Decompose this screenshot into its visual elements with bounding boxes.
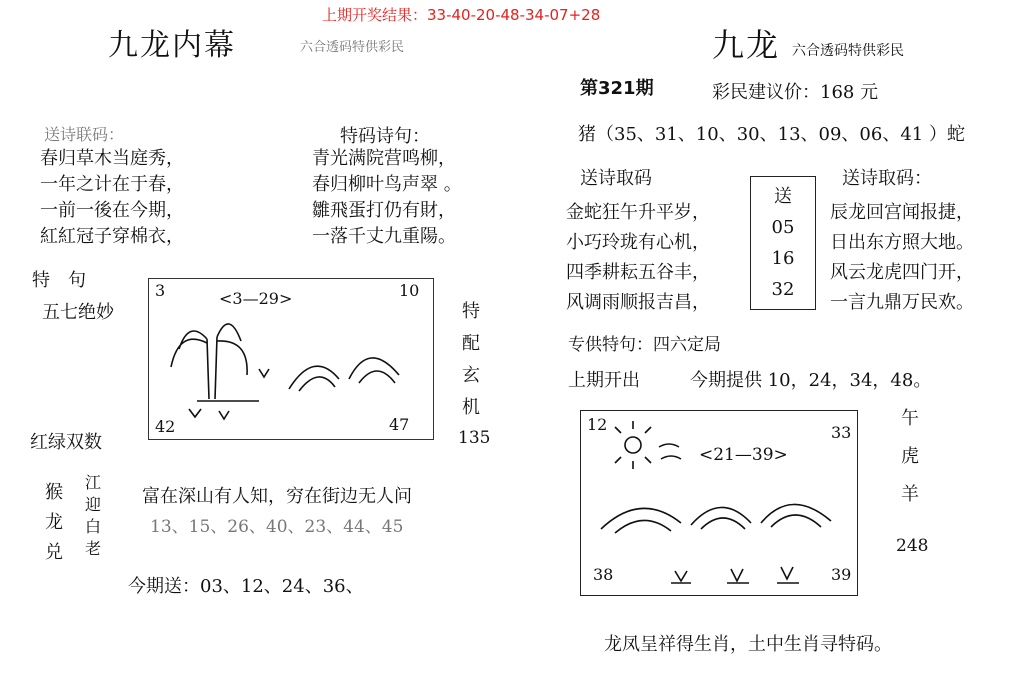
vertical-char: 特 xyxy=(462,301,480,322)
send-box-item: 32 xyxy=(771,279,795,300)
poem-line: 青光满院营鸣柳， xyxy=(312,148,456,169)
poem-line: 一言九鼎万民欢。 xyxy=(830,292,974,313)
poem-line: 春归柳叶鸟声翠 。 xyxy=(312,174,462,195)
right-poem-b-title: 送诗取码： xyxy=(842,168,932,189)
red-green-label: 红绿双数 xyxy=(30,432,102,453)
poem-line: 紅紅冠子穿棉衣， xyxy=(40,226,184,247)
last-result-header: 上期开奖结果：33-40-20-48-34-07+28 xyxy=(322,6,601,24)
pic-bottom-right-number: 47 xyxy=(389,415,410,434)
pic-top-range: <3—29> xyxy=(219,289,293,308)
left-poem-b xyxy=(312,146,462,250)
pic-bottom-left-number: 38 xyxy=(593,565,614,584)
sketch-illustration xyxy=(581,411,857,595)
vertical-char: 羊 xyxy=(901,484,919,505)
send-box-item: 05 xyxy=(771,217,795,238)
right-side-number: 248 xyxy=(896,536,929,556)
poem-line: 风云龙虎四门开， xyxy=(830,262,974,283)
pic-bottom-right-number: 39 xyxy=(831,565,852,584)
poem-line: 一落千丈九重陽。 xyxy=(312,226,456,247)
today-send: 今期送：03、12、24、36、 xyxy=(128,576,364,597)
pic-bottom-left-number: 42 xyxy=(155,417,176,436)
pic-top-right-number: 10 xyxy=(399,281,420,300)
left-poem-a xyxy=(40,146,184,250)
vertical-char: 兑 xyxy=(45,542,63,563)
left-poem-a-title: 送诗联码： xyxy=(44,125,125,144)
poem-line: 辰龙回宫闻报捷， xyxy=(830,202,974,223)
send-box-item: 16 xyxy=(771,248,795,269)
vertical-char: 玄 xyxy=(462,365,480,386)
special-line: 专供特句：四六定局 xyxy=(568,335,721,355)
vertical-char: 配 xyxy=(462,333,480,354)
right-side-vertical xyxy=(892,400,928,514)
left-side-vertical xyxy=(456,296,486,424)
proverb-numbers: 13、15、26、40、23、44、45 xyxy=(150,517,404,537)
right-footer: 龙凤呈祥得生肖，土中生肖寻特码。 xyxy=(604,634,892,655)
pic-top-left-number: 12 xyxy=(587,415,608,434)
poem-line: 一前一後在今期， xyxy=(40,200,184,221)
left-side-number: 135 xyxy=(458,428,491,448)
right-title: 九龙 xyxy=(712,26,781,64)
left-vertical-a xyxy=(40,478,68,568)
left-poem-b-title: 特码诗句： xyxy=(340,126,430,147)
vertical-char: 白 xyxy=(84,517,101,536)
vertical-char: 午 xyxy=(901,408,919,429)
right-poem-a-title: 送诗取码 xyxy=(580,168,652,189)
left-title: 九龙内幕 xyxy=(108,28,236,63)
vertical-char: 虎 xyxy=(901,446,919,467)
last-open-label: 上期开出 xyxy=(568,370,640,391)
pig-snake-line: 猪（35、31、10、30、13、09、06、41 ）蛇 xyxy=(578,124,965,145)
pic-top-left-number: 3 xyxy=(155,281,166,300)
poem-line: 风调雨顺报吉昌， xyxy=(566,292,710,313)
today-provide: 今期提供 10，24，34，48。 xyxy=(690,370,932,391)
left-subtitle: 六合透码特供彩民 xyxy=(300,40,405,55)
poem-line: 四季耕耘五谷丰， xyxy=(566,262,710,283)
issue-number: 第321期 xyxy=(580,78,654,99)
send-box-item: 送 xyxy=(774,186,792,207)
poem-line: 日出东方照大地。 xyxy=(830,232,974,253)
vertical-char: 龙 xyxy=(45,512,63,533)
left-vertical-b xyxy=(80,472,106,560)
suggested-price: 彩民建议价：168 元 xyxy=(712,82,879,103)
pic-top-right-number: 33 xyxy=(831,423,852,442)
wuqi-label: 五七绝妙 xyxy=(42,302,114,323)
proverb-text: 富在深山有人知，穷在街边无人问 xyxy=(142,486,412,507)
send-box xyxy=(750,176,816,310)
right-picture-box xyxy=(580,410,858,596)
vertical-char: 迎 xyxy=(84,495,101,514)
left-picture-box xyxy=(148,278,434,440)
vertical-char: 老 xyxy=(84,539,101,558)
right-poem-b xyxy=(830,198,974,318)
right-subtitle: 六合透码特供彩民 xyxy=(792,43,904,59)
pic-range: <21—39> xyxy=(699,445,788,465)
poem-line: 小巧玲珑有心机， xyxy=(566,232,710,253)
vertical-char: 江 xyxy=(84,473,101,492)
special-label: 特 句 xyxy=(32,270,86,291)
vertical-char: 机 xyxy=(462,397,480,418)
poem-line: 一年之计在于春， xyxy=(40,174,184,195)
poem-line: 春归草木当庭秀， xyxy=(40,148,184,169)
poem-line: 雛飛蛋打仍有財， xyxy=(312,200,456,221)
right-poem-a xyxy=(566,198,710,318)
poem-line: 金蛇狂午升平岁， xyxy=(566,202,710,223)
vertical-char: 猴 xyxy=(45,482,63,503)
